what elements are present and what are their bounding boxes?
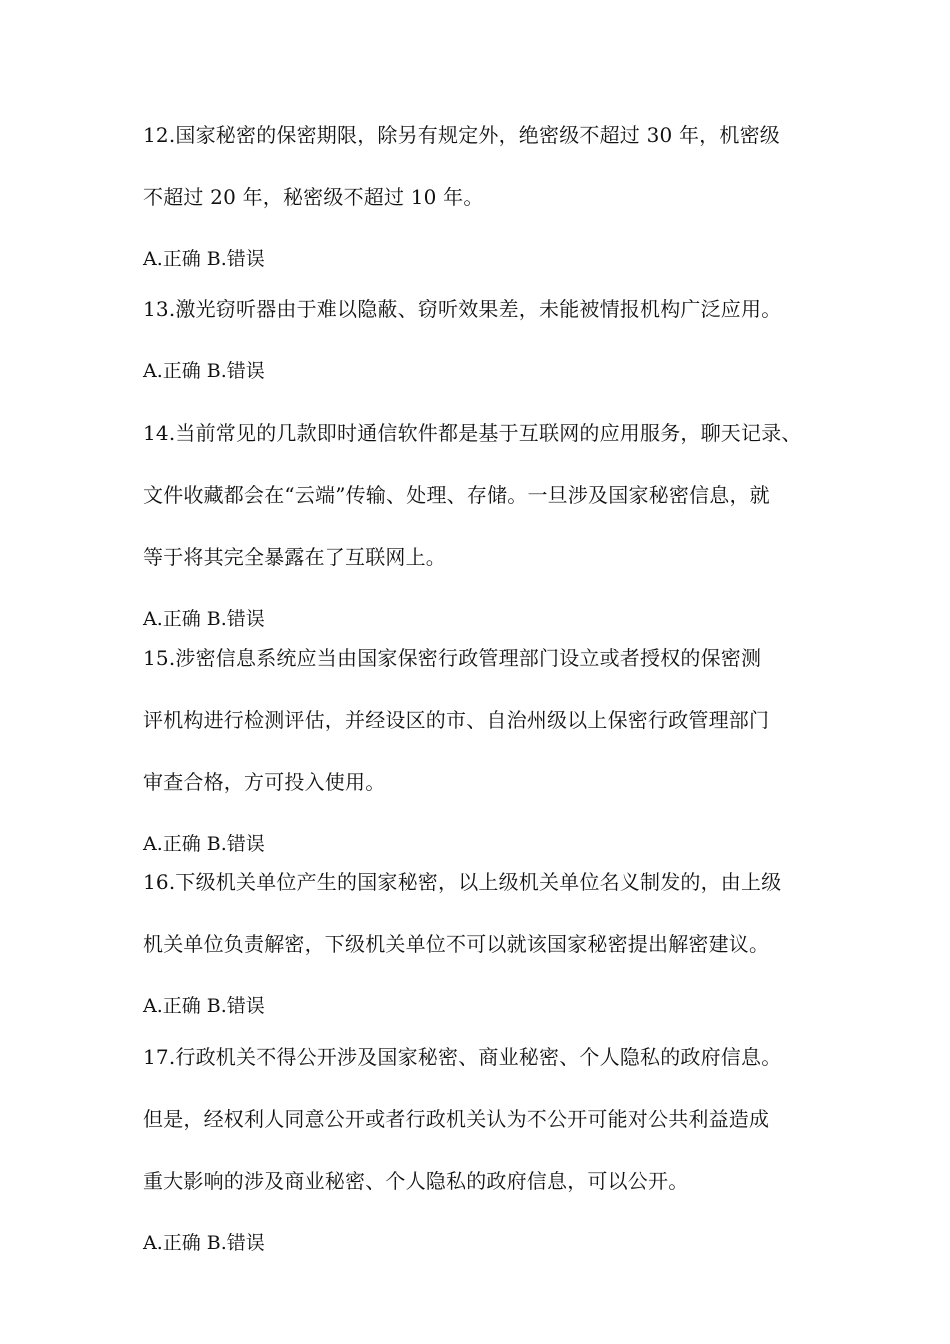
question-text-line: 等于将其完全暴露在了互联网上。	[143, 545, 446, 569]
answer-options: A.正确 B.错误	[143, 1232, 265, 1254]
question-text-line: 16.下级机关单位产生的国家秘密，以上级机关单位名义制发的，由上级	[143, 870, 782, 894]
answer-options: A.正确 B.错误	[143, 248, 265, 270]
question-17	[143, 1044, 823, 1256]
question-12	[143, 122, 823, 272]
answer-options: A.正确 B.错误	[143, 608, 265, 630]
question-15	[143, 645, 823, 857]
question-text-line: 17.行政机关不得公开涉及国家秘密、商业秘密、个人隐私的政府信息。	[143, 1045, 782, 1069]
question-text-line: 重大影响的涉及商业秘密、个人隐私的政府信息，可以公开。	[143, 1169, 689, 1193]
answer-options: A.正确 B.错误	[143, 833, 265, 855]
question-text-line: 评机构进行检测评估，并经设区的市、自治州级以上保密行政管理部门	[143, 708, 770, 732]
question-text-line: 14.当前常见的几款即时通信软件都是基于互联网的应用服务，聊天记录、	[143, 421, 802, 445]
question-text-line: 12.国家秘密的保密期限，除另有规定外，绝密级不超过 30 年，机密级	[143, 123, 780, 147]
answer-options: A.正确 B.错误	[143, 995, 265, 1017]
question-text-line: 15.涉密信息系统应当由国家保密行政管理部门设立或者授权的保密测	[143, 646, 762, 670]
answer-options: A.正确 B.错误	[143, 360, 265, 382]
question-text-line: 不超过 20 年，秘密级不超过 10 年。	[143, 185, 484, 209]
question-text-line: 机关单位负责解密，下级机关单位不可以就该国家秘密提出解密建议。	[143, 932, 770, 956]
question-13	[143, 296, 823, 384]
question-text-line: 但是，经权利人同意公开或者行政机关认为不公开可能对公共利益造成	[143, 1107, 770, 1131]
question-text-line: 文件收藏都会在“云端”传输、处理、存储。一旦涉及国家秘密信息，就	[143, 483, 770, 507]
question-text-line: 审查合格，方可投入使用。	[143, 770, 386, 794]
question-16	[143, 869, 823, 1019]
question-text-line: 13.激光窃听器由于难以隐蔽、窃听效果差，未能被情报机构广泛应用。	[143, 297, 782, 321]
question-14	[143, 420, 823, 632]
